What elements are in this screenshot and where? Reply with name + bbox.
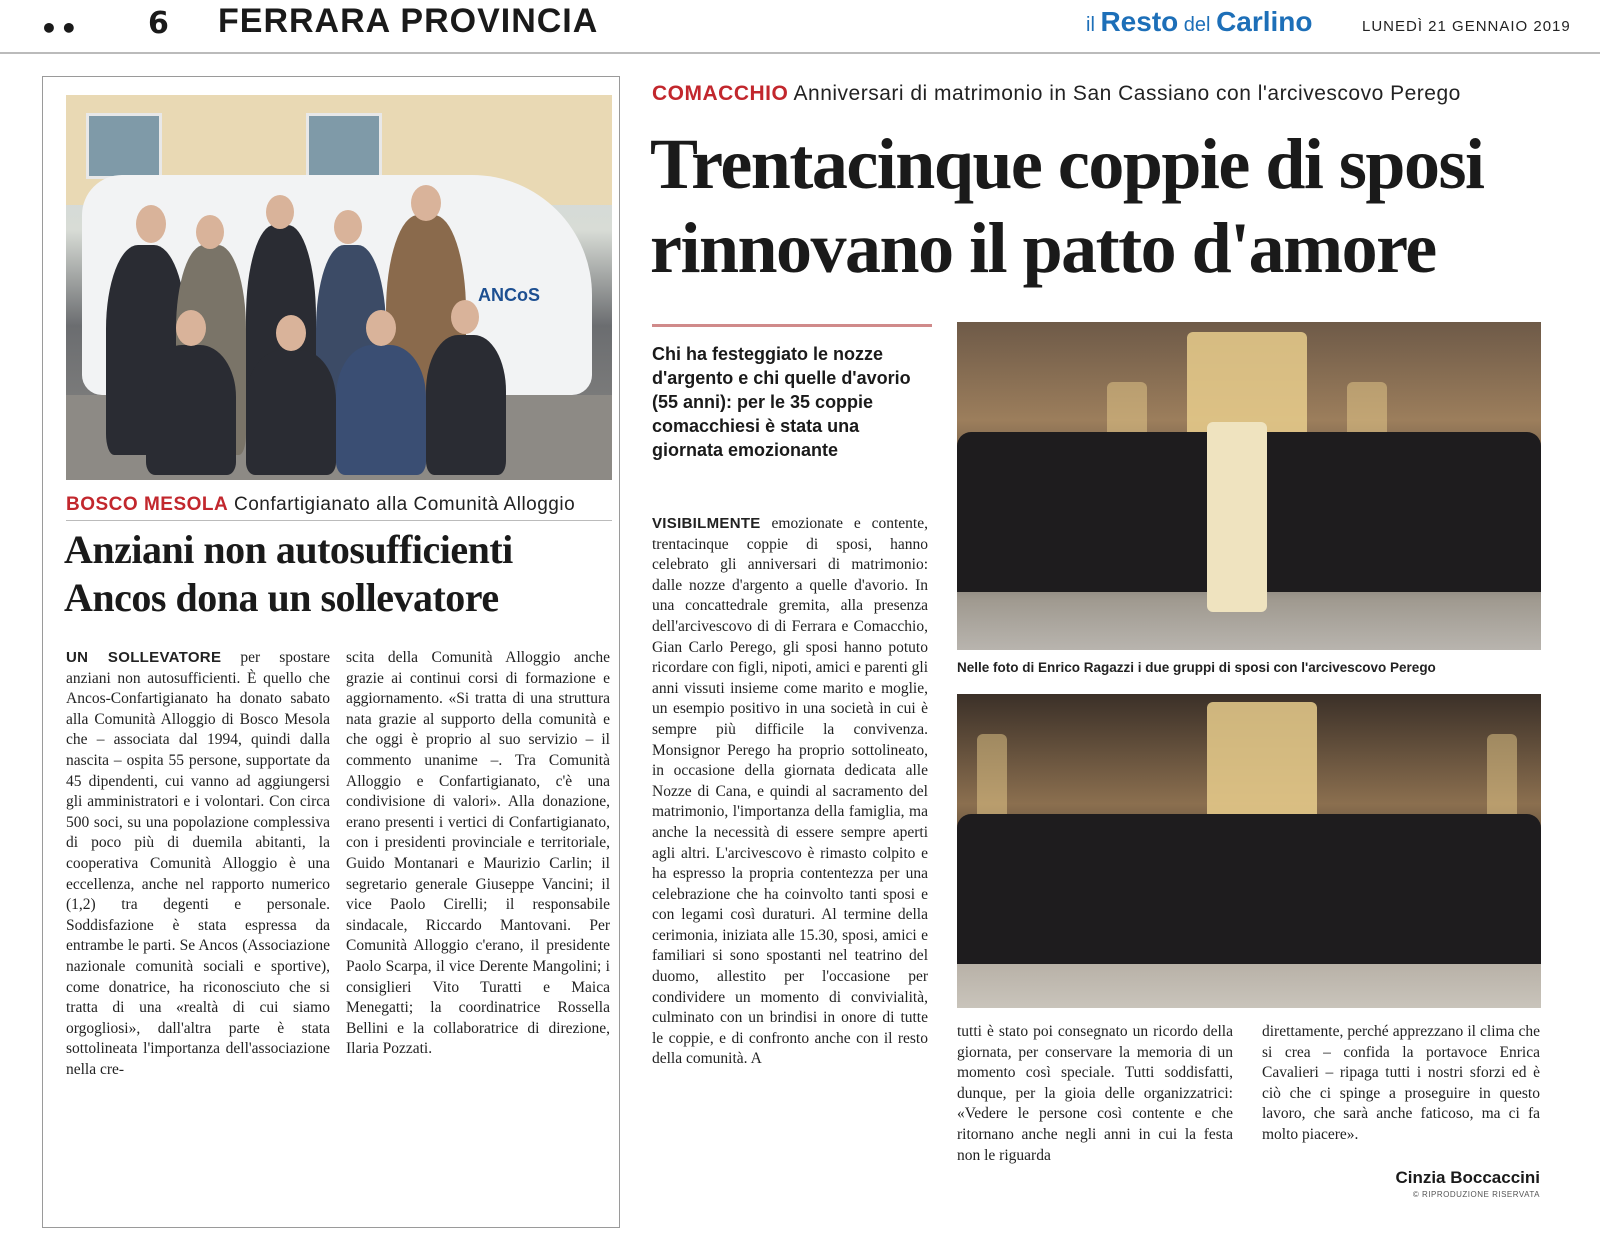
left-kicker — [66, 494, 575, 516]
right-body-text-1: emozionate e contente, trentacinque coppie di sposi, hanno celebrato gli anniversari di matrimonio: dalle nozze d'argento a quelle d'avorio. In una concattedrale gremita, alla presenza dell'arcivescovo di di Ferrara e Comacchio, Gian Carlo Perego, gli sposi hanno potuto ricordare con figli, nipoti, amici e parenti gli anni vissuti insieme come marito e moglie, un esempio positivo in una società in cui è sempre più difficile la convivenza. Monsignor Perego ha proprio sottolineato, in occasione della giornata dedicata alle Nozze di Cana, e quindi al sacramento del matrimonio, l'importanza della famiglia, ma anche la necessità di essere sempre aperti agli altri. L'arcivescovo è rimasto colpito e ha espresso la propria contentezza per una celebrazione che ha coinvolto tanti sposi e con legami così duraturi. Al termine della cerimonia, iniziata alle 15.30, sposi, amici e familiari si sono spostanti nel teatrino del duomo, allestito per l'occasione per condividere un momento di convivialità, culminato con un brindisi in onore di tutte le coppie, e di confronto anche con il resto della comunità. A — [652, 515, 928, 1068]
issue-date: LUNEDÌ 21 GENNAIO 2019 — [1362, 18, 1571, 35]
right-body-column-2 — [957, 1022, 1233, 1222]
face — [136, 205, 166, 243]
crowd — [957, 814, 1541, 964]
right-body-text-3: direttamente, perché apprezzano il clima che si crea – confida la portavoce Enrica Cavalieri – ripaga tutti i nostri sforzi ed è ciò che ci spinge a proseguire in questo lavoro, che sarà anche faticoso, ma ci fa molto piacere». — [1262, 1023, 1540, 1143]
right-body-lead: VISIBILMENTE — [652, 515, 761, 532]
right-kicker-text: Anniversari di matrimonio in San Cassiano con l'arcivescovo Perego — [788, 82, 1461, 105]
header-divider — [0, 52, 1600, 54]
right-body-text-2: tutti è stato poi consegnato un ricordo della giornata, per conservare la memoria di un momento così speciale. Tutti soddisfatti, dunque, per la gioia delle organizzatrici: «Vedere le persone così contente e che ritornano anche negli anni in cui la festa non le riguarda — [957, 1023, 1233, 1164]
right-kicker — [652, 82, 1461, 106]
byline: Cinzia Boccaccini — [1395, 1168, 1540, 1187]
photo-caption: Nelle foto di Enrico Ragazzi i due gruppi di sposi con l'arcivescovo Perego — [957, 660, 1436, 675]
newspaper-logo — [1086, 6, 1313, 38]
left-kicker-place: BOSCO MESOLA — [66, 494, 229, 515]
right-headline — [650, 122, 1570, 290]
article-summary: Chi ha festeggiato le nozze d'argento e chi quelle d'avorio (55 anni): per le 35 coppie comacchiesi è stata una giornata emozionante — [652, 344, 911, 460]
reproduction-notice: © RIPRODUZIONE RISERVATA — [1412, 1190, 1540, 1199]
left-body-column-1 — [66, 648, 330, 1208]
right-kicker-place: COMACCHIO — [652, 82, 789, 105]
face — [451, 300, 479, 334]
right-headline-line2: rinnovano il patto d'amore — [650, 208, 1436, 288]
face — [266, 195, 294, 229]
right-body-column-3 — [1262, 1022, 1540, 1172]
logo-del: del — [1178, 14, 1217, 36]
person — [146, 345, 236, 475]
face — [176, 310, 206, 346]
logo-prefix: il — [1086, 14, 1101, 36]
left-headline-line2: Ancos dona un sollevatore — [64, 575, 499, 620]
left-headline — [64, 526, 620, 622]
person — [336, 345, 426, 475]
left-kicker-text: Confartigianato alla Comunità Alloggio — [228, 494, 576, 515]
ancos-group-photo — [66, 95, 612, 480]
church-group-photo-2 — [957, 694, 1541, 1008]
face — [411, 185, 441, 221]
section-title: FERRARA PROVINCIA — [218, 2, 599, 40]
building-window — [86, 113, 162, 179]
left-body-column-2 — [346, 648, 610, 1208]
page-number: 6 — [148, 6, 169, 41]
person — [246, 350, 336, 475]
left-headline-line1: Anziani non autosufficienti — [64, 527, 513, 572]
face — [366, 310, 396, 346]
left-body-text-1: per spostare anziani non autosufficienti. È quello che Ancos-Confartigianato ha donato sabato alla Comunità Alloggio di Bosco Mesola che – associata dal 1994, quindi dalla nascita – ospita 55 persone, supportate da 45 dipendenti, cui vanno ad aggiungersi gli amministratori e i volontari. Con circa 500 soci, su una popolazione complessiva di poco più di duemila abitanti, la cooperativa Comunità Alloggio è una eccellenza, anche nel rapporto numerico (1,2) tra degenti e personale. Soddisfazione è stata espressa da entrambe le parti. Se Ancos (Associazione nazionale comunità sociali e sportive), come donatrice, ha riconosciuto che si tratta di una «realtà di cui siamo orgogliosi», dall'altra parte è stata sottolineata l'importanza dell'associazione nella cre- — [66, 649, 330, 1078]
face — [334, 210, 362, 244]
building-window — [306, 113, 382, 179]
face — [276, 315, 306, 351]
logo-resto: Resto — [1100, 6, 1179, 37]
right-body-column-1 — [652, 514, 928, 1214]
altar — [1207, 702, 1317, 832]
summary-rule — [652, 324, 932, 327]
page-dots: •• — [40, 12, 80, 45]
face — [196, 215, 224, 249]
logo-carlino: Carlino — [1216, 6, 1313, 37]
left-body-lead: UN SOLLEVATORE — [66, 649, 222, 666]
archbishop-vestment — [1207, 422, 1267, 612]
left-kicker-rule — [66, 520, 612, 521]
van-logo-text: ANCoS — [478, 285, 540, 305]
person — [426, 335, 506, 475]
church-group-photo-1 — [957, 322, 1541, 650]
left-body-text-2: scita della Comunità Alloggio anche grazie ai continui corsi di formazione e aggiornamento. «Si tratta di una struttura nata grazie al supporto della comunità e che oggi è proprio al suo servizio – il commento unanime –. Tra Comunità Alloggio e Confartigianato, c'è una condivisione di valori». Alla donazione, erano presenti i vertici di Confartigianato, con i presidenti provinciale e territoriale, Guido Montanari e Maurizio Carlin; il segretario generale Giuseppe Vancini; il vice Paolo Cirelli; il responsabile sindacale, Riccardo Mantovani. Per Comunità Alloggio c'erano, il presidente Paolo Scarpa, il vice Derente Mangolini; i consiglieri Vito Turatti e Maica Menegatti; la coordinatrice Rossella Bellini e la collaboratrice di direzione, Ilaria Pozzati. — [346, 649, 610, 1058]
right-headline-line1: Trentacinque coppie di sposi — [650, 124, 1484, 204]
